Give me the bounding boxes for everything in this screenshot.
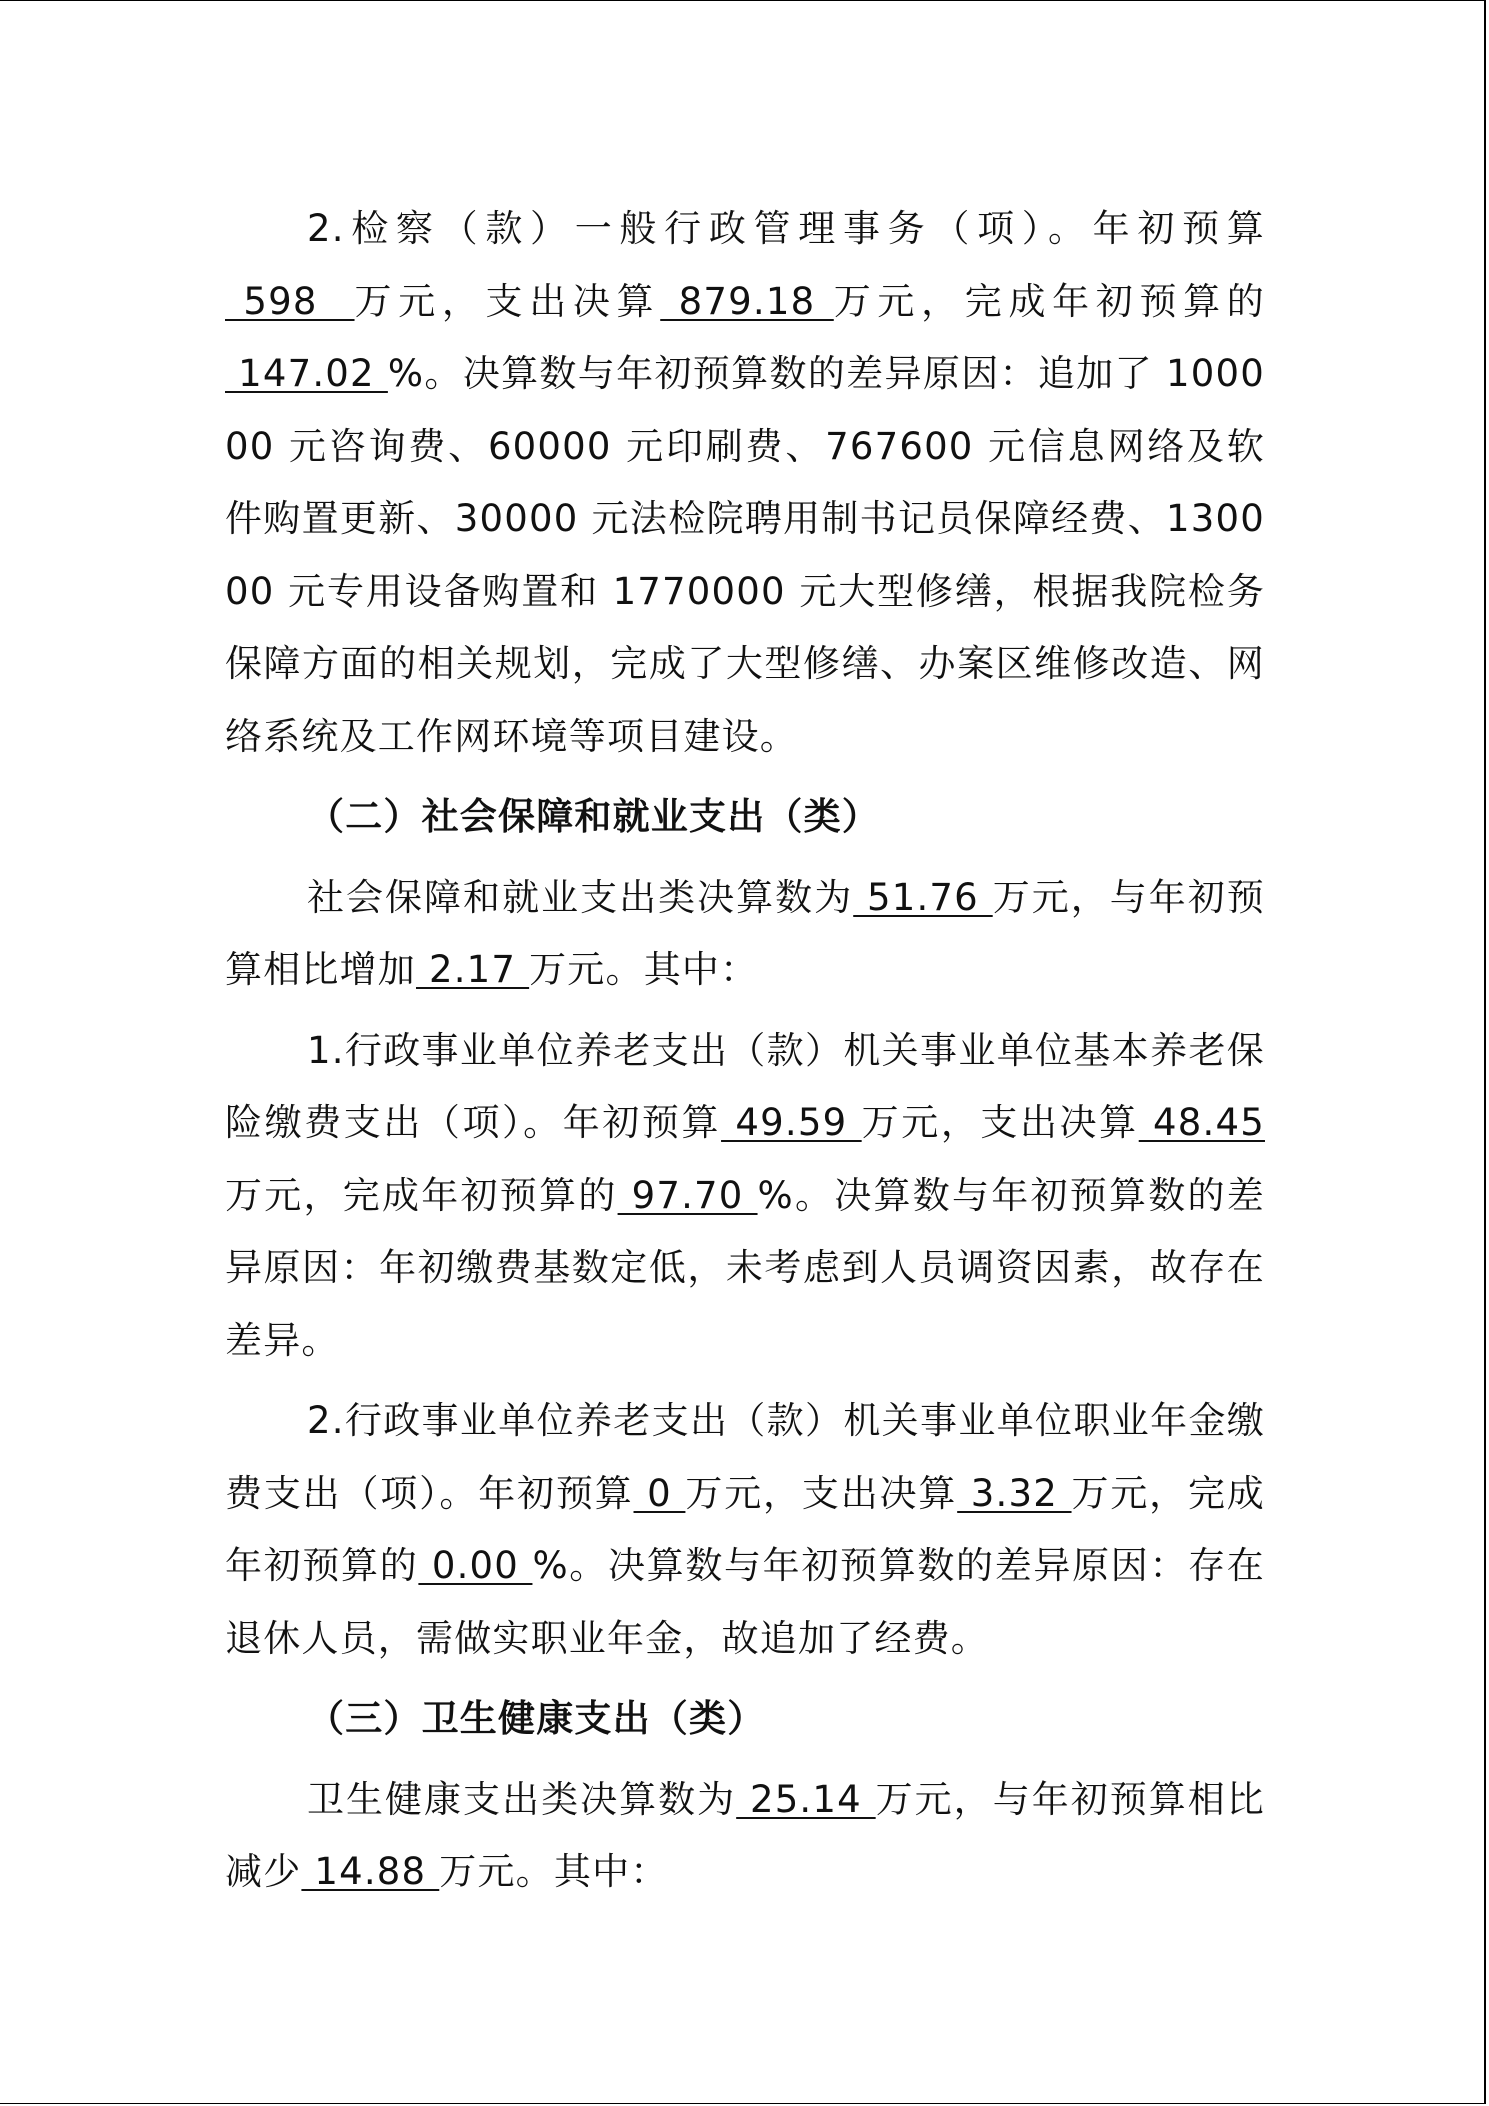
- total-value: 25.14: [736, 1777, 876, 1821]
- text: 万元，完成年初预算的: [225, 1173, 618, 1217]
- text: 万元，支出决算: [354, 279, 661, 323]
- text: 万元。其中：: [439, 1850, 669, 1893]
- completion-rate: 97.70: [617, 1173, 758, 1217]
- text: 2.行政事业单位养老支出（款）机关事业单位职业年金缴费支出（项）。年初预算: [225, 1399, 1265, 1515]
- text: %。决算数与年初预算数的差异原因：存在退休人员，需做实职业年金，故追加了经费。: [225, 1544, 1265, 1660]
- text: 万元，与年初预算相比减少: [225, 1777, 1265, 1893]
- text: 万元，完成年初预算的: [225, 1471, 1266, 1587]
- text: 万元。其中：: [529, 948, 759, 991]
- text: 1.行政事业单位养老支出（款）机关事业单位基本养老保险缴费支出（项）。年初预算: [225, 1028, 1265, 1144]
- paragraph-social-security-summary: [225, 862, 1265, 1007]
- section-heading-health: （三）卫生健康支出（类）: [307, 1697, 766, 1740]
- total-value: 51.76: [853, 875, 993, 919]
- section-heading-social-security: （二）社会保障和就业支出（类）: [307, 795, 880, 838]
- text: 万元，支出决算: [861, 1101, 1139, 1144]
- text: 万元，完成年初预算的: [833, 279, 1266, 323]
- paragraph-jiancha-admin: [225, 193, 1265, 773]
- paragraph-basic-pension: [225, 1015, 1265, 1378]
- paragraph-occupational-annuity: [225, 1385, 1265, 1675]
- text: %。决算数与年初预算数的差异原因：年初缴费基数定低，未考虑到人员调资因素，故存在差异。: [225, 1173, 1265, 1362]
- actual-value: 48.45: [1138, 1101, 1265, 1144]
- text: 社会保障和就业支出类决算数为: [307, 875, 854, 919]
- budget-value: 49.59: [721, 1101, 862, 1144]
- change-value: 2.17: [416, 948, 530, 991]
- budget-value: 598: [225, 279, 355, 323]
- actual-value: 3.32: [957, 1471, 1072, 1515]
- budget-value: 0: [633, 1471, 686, 1515]
- text: 2.检察（款）一般行政管理事务（项）。年初预算: [307, 207, 1265, 250]
- text: 万元，与年初预算相比增加: [225, 875, 1265, 991]
- document-body: [225, 193, 1265, 1909]
- actual-value: 879.18: [660, 279, 834, 323]
- completion-rate: 147.02: [225, 352, 388, 395]
- completion-rate: 0.00: [418, 1544, 533, 1587]
- text: 万元，支出决算: [685, 1471, 958, 1515]
- text: 卫生健康支出类决算数为: [307, 1777, 737, 1821]
- paragraph-health-summary: [225, 1764, 1265, 1909]
- change-value: 14.88: [301, 1850, 440, 1893]
- text: %。决算数与年初预算数的差异原因：追加了 100000 元咨询费、60000 元印刷费、767600 元信息网络及软件购置更新、30000 元法检院聘用制书记员保障经费、130000 元专用设备购置和 1770000 元大型修缮，根据我院检务保障方面的相关规划，完成了大型修缮、办案区维修改造、网络系统及工作网环境等项目建设。: [225, 352, 1265, 758]
